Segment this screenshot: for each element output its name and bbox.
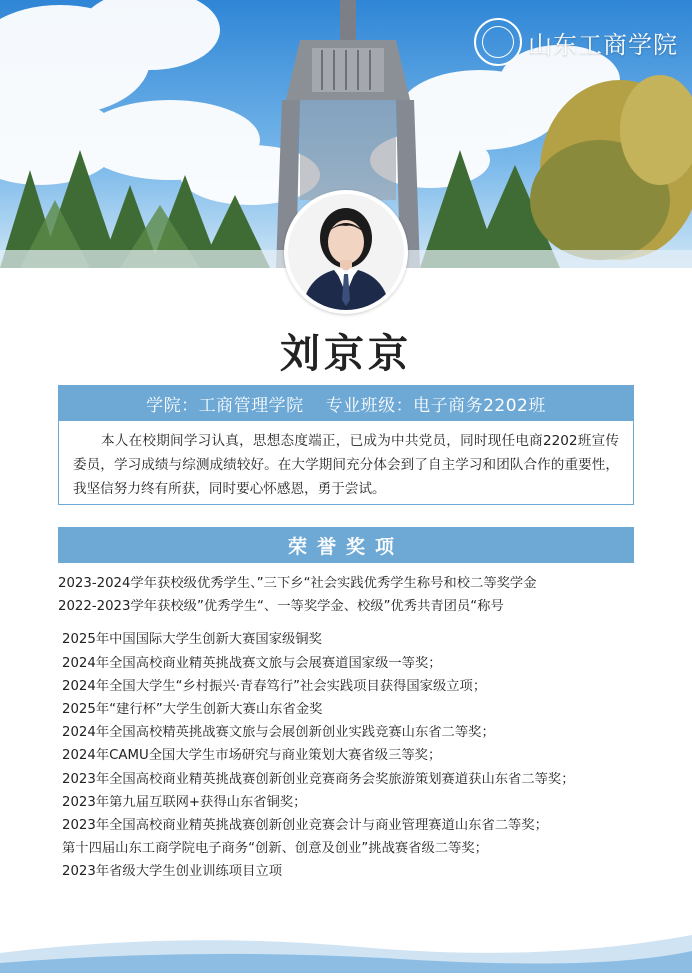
honor-item: 2023年全国高校商业精英挑战赛创新创业竞赛商务会奖旅游策划赛道获山东省二等奖； xyxy=(62,771,575,787)
footer-wave xyxy=(0,913,692,973)
honor-item: 2024年CAMU全国大学生市场研究与商业策划大赛省级三等奖； xyxy=(62,748,442,764)
school-logo xyxy=(474,18,678,66)
student-name: 刘京京 xyxy=(280,331,412,377)
college-label: 学院： xyxy=(146,395,199,416)
class-info xyxy=(326,391,546,416)
school-name: 山东工商学院 xyxy=(528,30,678,59)
honor-item: 第十四届山东工商学院电子商务“创新、创意及创业”挑战赛省级二等奖； xyxy=(62,841,488,857)
class-label: 专业班级： xyxy=(325,395,414,416)
school-seal-icon xyxy=(474,18,522,66)
honor-item: 2024年全国高校商业精英挑战赛文旅与会展赛道国家级一等奖； xyxy=(62,655,442,671)
honor-item: 2023年省级大学生创业训练项目立项 xyxy=(62,864,282,880)
bio-text: 本人在校期间学习认真，思想态度端正，已成为中共党员，同时现任电商2202班宣传委员，学习成绩与综测成绩较好。在大学期间充分体会到了自主学习和团队合作的重要性，我坚信努力终有所获，同时要心怀感恩，勇于尝试。 xyxy=(58,421,634,505)
honor-item: 2024年全国高校精英挑战赛文旅与会展创新创业实践竞赛山东省二等奖； xyxy=(62,725,495,741)
class-value: 电子商务2202班 xyxy=(413,395,546,416)
honor-item: 2024年全国大学生“乡村振兴·青春笃行”社会实践项目获得国家级立项； xyxy=(62,678,487,694)
footer-wave-decoration xyxy=(0,913,692,973)
college-info xyxy=(146,391,304,416)
info-band xyxy=(58,385,634,421)
honor-item: 2023年全国高校商业精英挑战赛创新创业竞赛会计与商业管理赛道山东省二等奖； xyxy=(62,818,548,834)
honors-list xyxy=(58,572,678,884)
student-portrait xyxy=(284,190,408,314)
honor-item: 2023-2024学年获校级优秀学生、”三下乡“社会实践优秀学生称号和校二等奖学金 xyxy=(58,576,537,591)
honor-item: 2023年第九届互联网+获得山东省铜奖； xyxy=(62,794,307,810)
college-value: 工商管理学院 xyxy=(198,395,304,416)
honor-item: 2022-2023学年获校级”优秀学生“、一等奖学金、校级”优秀共青团员“称号 xyxy=(58,599,504,615)
honor-item: 2025年“建行杯”大学生创新大赛山东省金奖 xyxy=(62,702,323,718)
portrait-avatar xyxy=(288,194,404,310)
honor-item: 2025年中国国际大学生创新大赛国家级铜奖 xyxy=(62,632,322,648)
honors-title: 荣誉奖项 xyxy=(58,527,634,563)
